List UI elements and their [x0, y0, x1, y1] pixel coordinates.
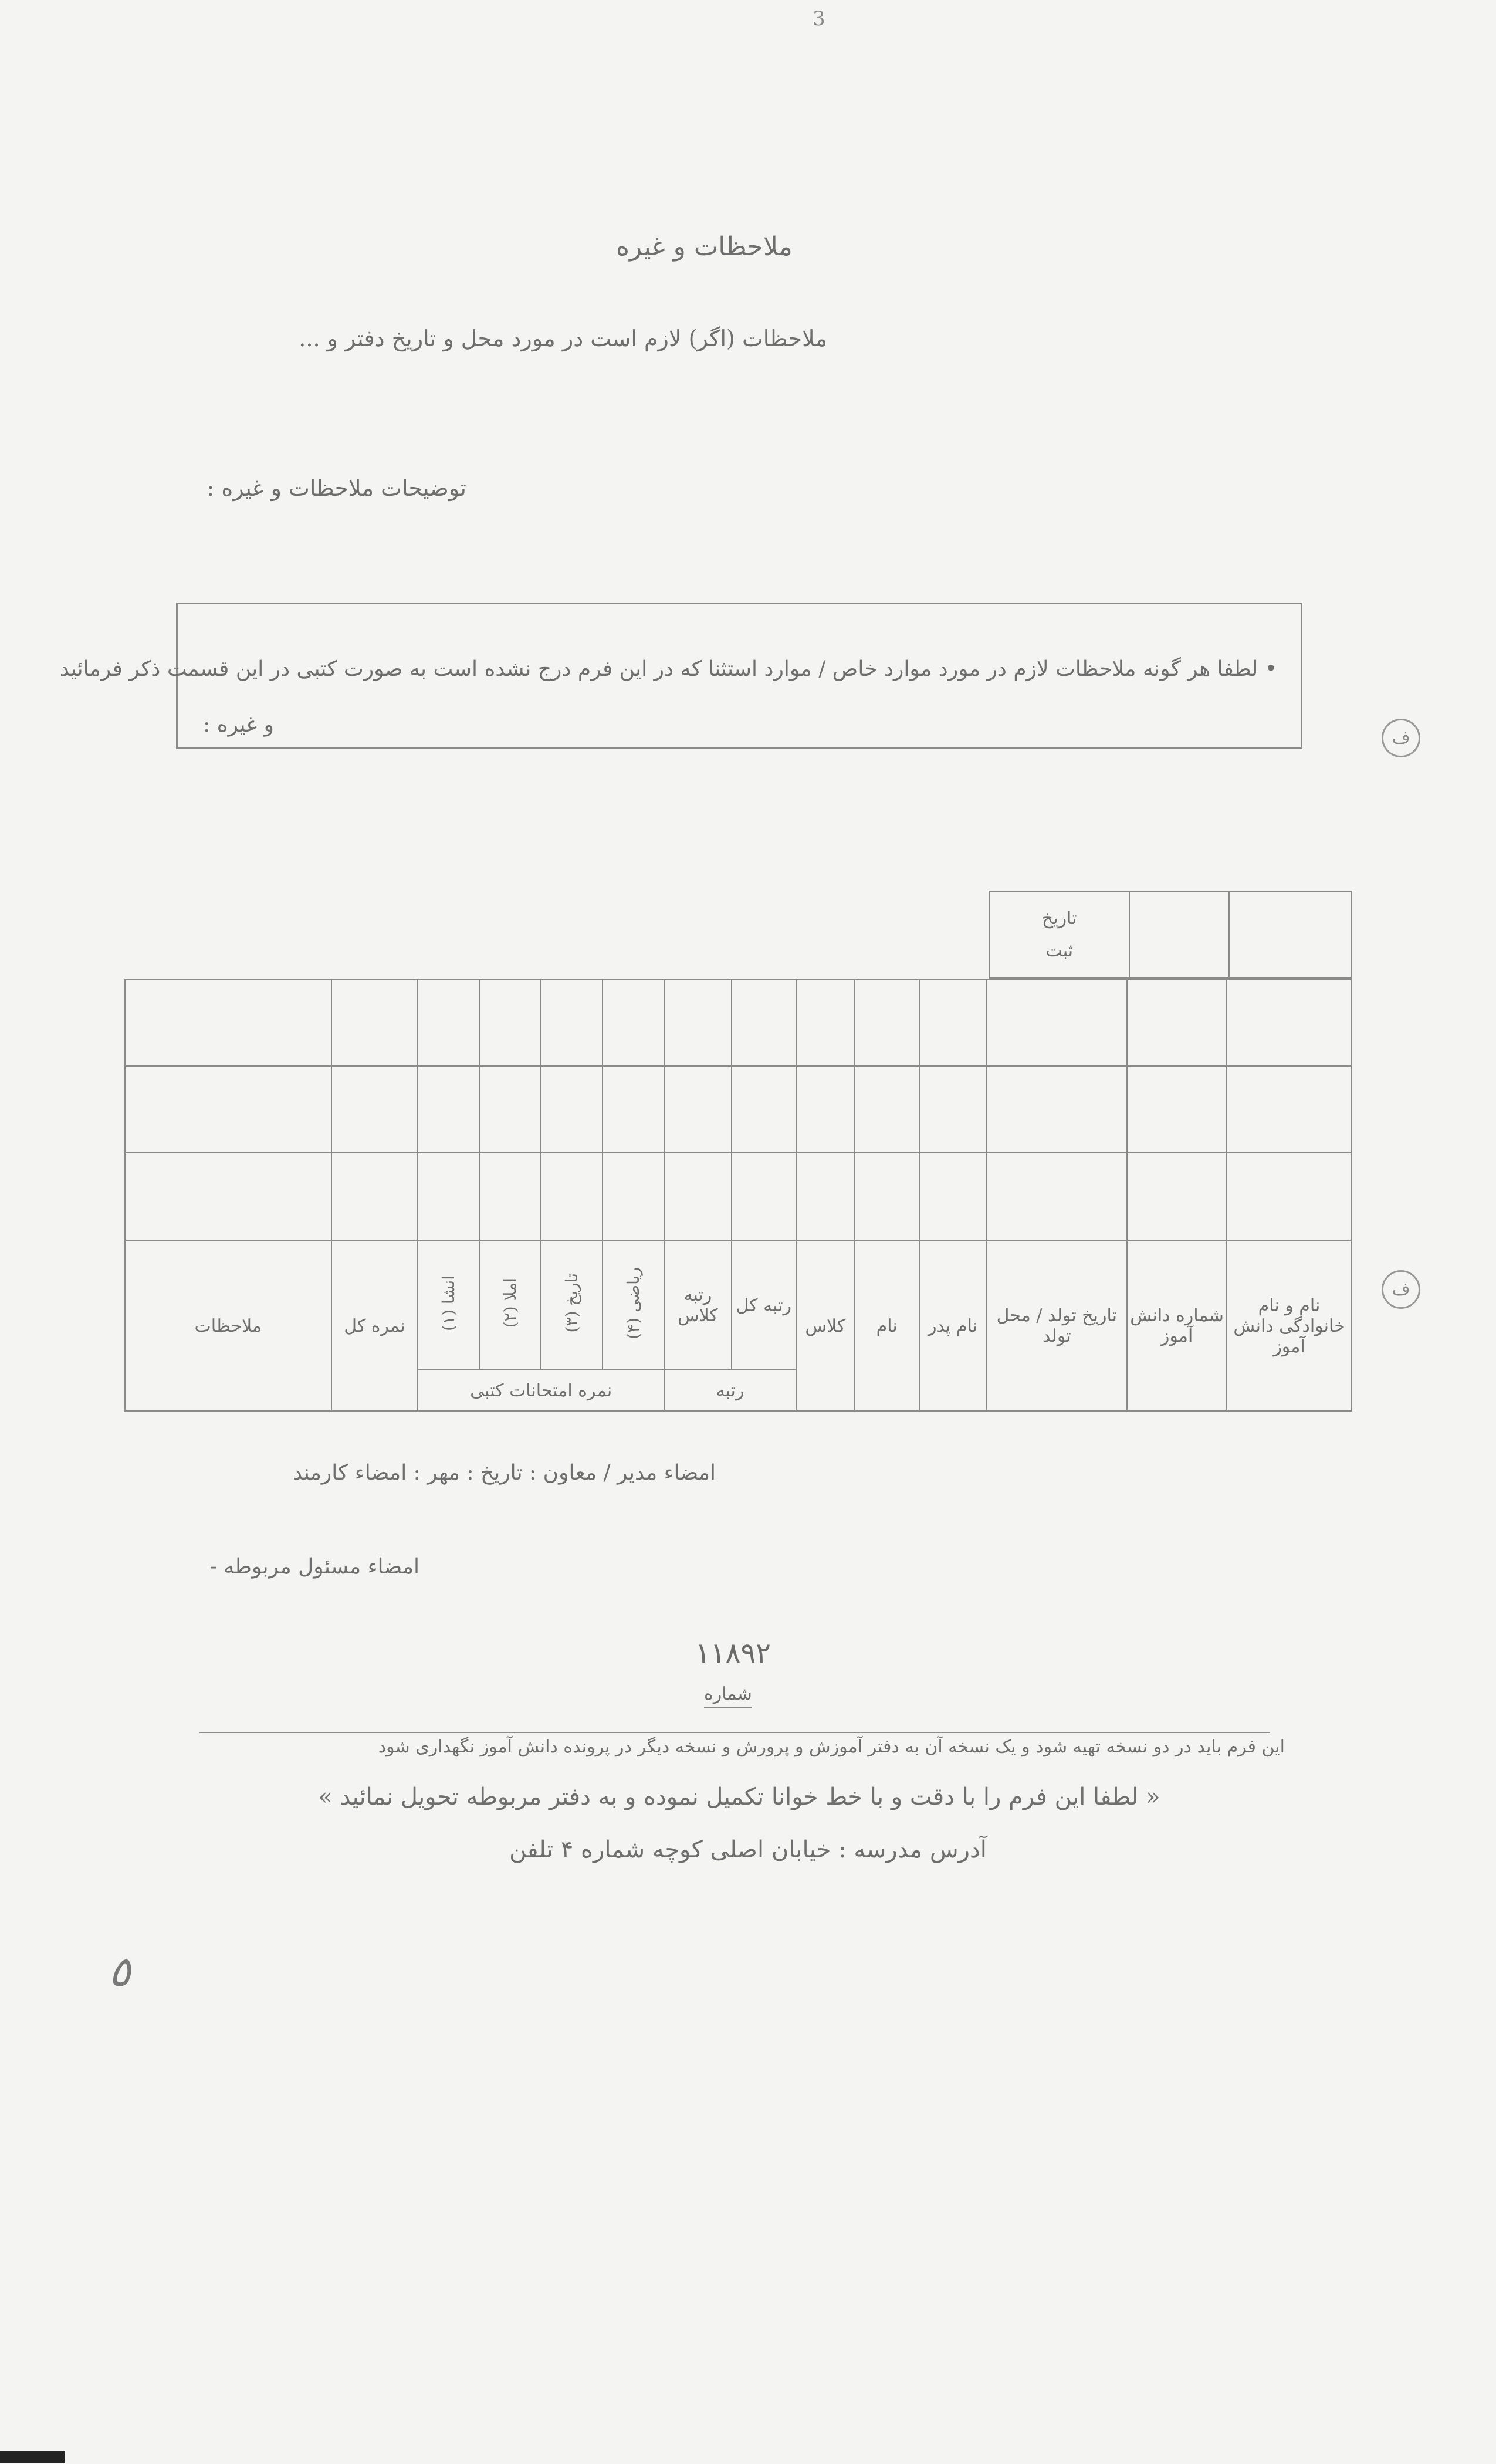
footer-line-2: « لطفا این فرم را با دقت و با خط خوانا تکمیل نموده و به دفتر مربوطه تحویل نمائید »: [318, 1783, 1160, 1810]
signature-line: امضاء مدیر / معاون : تاریخ : مهر : امضاء کارمند: [292, 1461, 716, 1485]
header-name: نام: [855, 1241, 919, 1411]
notes-heading: توضیحات ملاحظات و غیره :: [207, 475, 466, 501]
scan-stamp: [0, 2451, 65, 2463]
records-table: [124, 979, 1352, 1412]
group-header-scores: نمره امتحانات کتبی: [418, 1370, 664, 1411]
document-number: ۱۱۸۹۲: [695, 1637, 771, 1670]
signature-line-2: امضاء مسئول مربوطه -: [209, 1555, 419, 1579]
group-header-grade: رتبه: [664, 1370, 796, 1411]
header-subject-4: ریاضی (۴): [603, 1241, 664, 1370]
footer-divider: [199, 1732, 1270, 1733]
header-father-name: نام پدر: [919, 1241, 987, 1411]
header-total: نمره کل: [331, 1241, 418, 1411]
footer-line-3: آدرس مدرسه : خیابان اصلی کوچه شماره ۴ تلفن: [509, 1836, 987, 1863]
page-number: 3: [813, 7, 825, 31]
top-extra-blank: [1129, 891, 1229, 978]
header-subject-2: املا (۲): [479, 1241, 541, 1370]
margin-mark: ف: [1382, 1270, 1420, 1309]
header-notes: ملاحظات: [125, 1241, 331, 1411]
document-number-label: شماره: [704, 1684, 752, 1708]
page-title: ملاحظات و غیره: [616, 232, 793, 262]
top-extra-blank: [1229, 891, 1352, 978]
header-student-name: نام و نام خانوادگی دانش آموز: [1227, 1241, 1352, 1411]
header-student-number: شماره دانش آموز: [1127, 1241, 1227, 1411]
header-birth: تاریخ تولد / محل تولد: [986, 1241, 1127, 1411]
table-top-extra: [989, 891, 1352, 979]
handwritten-page-number: ٥: [109, 1948, 131, 1996]
margin-mark: ف: [1382, 719, 1420, 757]
notes-box-line-2: و غیره :: [203, 713, 274, 737]
header-subject-1: انشا (۱): [418, 1241, 479, 1370]
header-rank-total: رتبه کل: [732, 1241, 796, 1370]
notes-box: [59, 603, 1302, 749]
intro-line: ملاحظات (اگر) لازم است در مورد محل و تاریخ دفتر و ...: [299, 326, 827, 351]
header-rank-class: رتبه کلاس: [664, 1241, 732, 1370]
header-subject-3: تاریخ (۳): [541, 1241, 603, 1370]
notes-box-line-1: • لطفا هر گونه ملاحظات لازم در مورد موارد خاص / موارد استثنا که در این فرم درج نشده است به صورت کتبی در این قسمت ذکر فرمائید: [59, 657, 1277, 681]
top-extra-date: تاریخ ثبت: [989, 891, 1129, 978]
header-class: کلاس: [796, 1241, 855, 1411]
footer-line-1: این فرم باید در دو نسخه تهیه شود و یک نسخه آن به دفتر آموزش و پرورش و نسخه دیگر در پرونده دانش آموز نگهداری شود: [378, 1737, 1285, 1757]
